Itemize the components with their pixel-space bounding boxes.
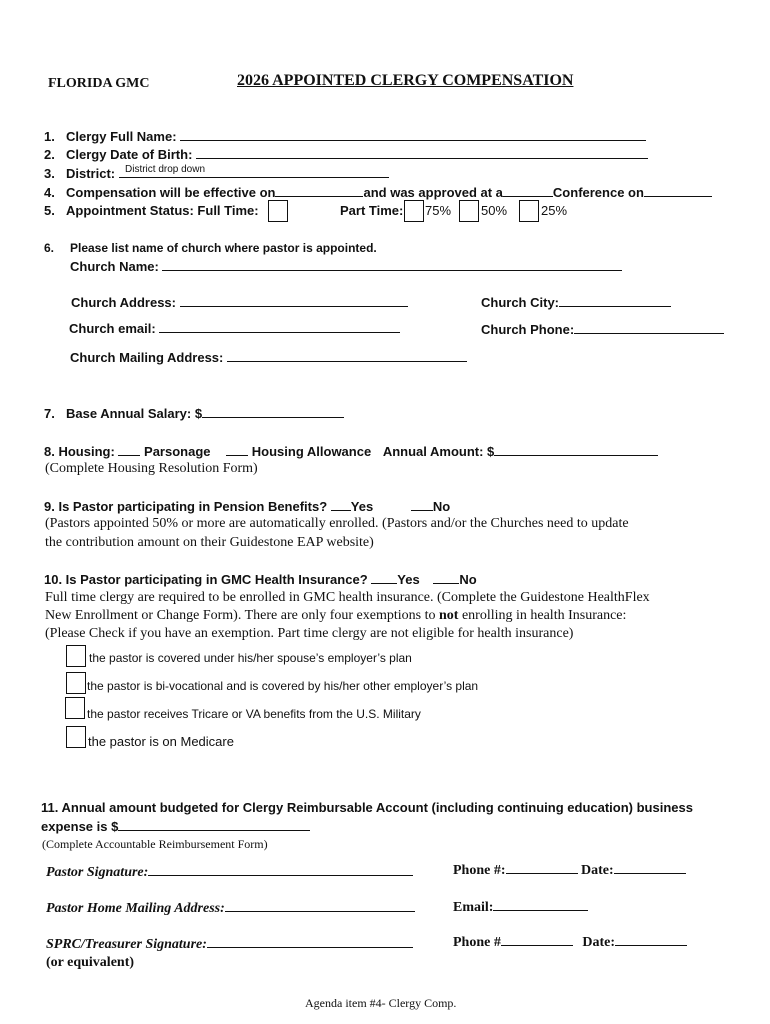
part-time-75-checkbox[interactable]	[404, 200, 424, 222]
effective-date-field[interactable]	[275, 184, 363, 197]
appointment-status-row: 5. Appointment Status: Full Time:	[44, 203, 259, 218]
exemption-spouse-checkbox[interactable]	[66, 645, 86, 667]
pension-note-1: (Pastors appointed 50% or more are automatically enrolled. (Pastors and/or the Churches need to update	[45, 516, 629, 531]
district-label: District:	[66, 166, 116, 181]
exemption-spouse-label: the pastor is covered under his/her spouse’s employer’s plan	[89, 651, 412, 665]
part-time-50-checkbox[interactable]	[459, 200, 479, 222]
pension-yes-blank[interactable]	[331, 498, 351, 511]
health-yes-blank[interactable]	[371, 571, 397, 584]
clergy-name-field[interactable]	[180, 128, 646, 141]
part-time-75-label: 75%	[425, 203, 452, 218]
exemption-medicare-checkbox[interactable]	[66, 726, 86, 748]
part-time-25-checkbox[interactable]	[519, 200, 539, 222]
church-city-row: Church City:	[481, 294, 671, 310]
housing-note: (Complete Housing Resolution Form)	[45, 461, 258, 476]
sprc-date-field[interactable]	[615, 933, 687, 946]
health-insurance-row: 10. Is Pastor participating in GMC Health Insurance? Yes No	[44, 572, 477, 587]
reimbursable-note: (Complete Accountable Reimbursement Form)	[42, 837, 268, 851]
base-salary-field[interactable]	[202, 405, 344, 418]
sprc-phone-date-row: Phone # Date:	[453, 933, 687, 951]
part-time-label: Part Time:	[340, 203, 404, 218]
home-address-row: Pastor Home Mailing Address:	[46, 899, 415, 917]
church-mailing-field[interactable]	[227, 349, 467, 362]
clergy-dob-row: 2. Clergy Date of Birth:	[44, 146, 648, 162]
pastor-signature-field[interactable]	[148, 863, 413, 876]
health-note-1: Full time clergy are required to be enrolled in GMC health insurance. (Complete the Guidestone HealthFlex	[45, 590, 650, 605]
conference-date-field[interactable]	[644, 184, 712, 197]
district-placeholder: District drop down	[125, 164, 206, 175]
church-address-field[interactable]	[180, 294, 408, 307]
health-no-blank[interactable]	[433, 571, 459, 584]
clergy-name-label: Clergy Full Name:	[66, 129, 177, 144]
church-name-field[interactable]	[162, 258, 622, 271]
pension-note-2: the contribution amount on their Guidestone EAP website)	[45, 535, 374, 550]
pastor-date-field[interactable]	[614, 861, 686, 874]
exemption-military-label: the pastor receives Tricare or VA benefits from the U.S. Military	[87, 707, 421, 721]
district-row: 3. District:	[44, 165, 389, 181]
base-salary-row: 7. Base Annual Salary: $	[44, 405, 344, 421]
exemption-medicare-label: the pastor is on Medicare	[88, 734, 234, 749]
part-time-50-label: 50%	[481, 203, 508, 218]
part-time-25-label: 25%	[541, 203, 568, 218]
exemption-military-checkbox[interactable]	[65, 697, 85, 719]
clergy-dob-label: Clergy Date of Birth:	[66, 147, 193, 162]
exemption-bivocational-checkbox[interactable]	[66, 672, 86, 694]
sprc-phone-field[interactable]	[501, 933, 573, 946]
reimbursable-amount-field[interactable]	[118, 818, 310, 831]
compensation-effective-row: 4. Compensation will be effective on and was approved at a Conference on	[44, 184, 712, 200]
footer-agenda: Agenda item #4- Clergy Comp.	[305, 996, 457, 1010]
parsonage-blank[interactable]	[118, 443, 140, 456]
church-phone-field[interactable]	[574, 321, 724, 334]
full-time-checkbox[interactable]	[268, 200, 288, 222]
clergy-dob-field[interactable]	[196, 146, 648, 159]
housing-allowance-blank[interactable]	[226, 443, 248, 456]
church-phone-row: Church Phone:	[481, 321, 724, 337]
housing-row: 8. Housing: Parsonage Housing Allowance Annual Amount: $	[44, 443, 658, 459]
health-note-2: New Enrollment or Change Form). There are only four exemptions to not enrolling in health Insurance:	[45, 608, 627, 623]
pension-row: 9. Is Pastor participating in Pension Benefits? Yes No	[44, 499, 451, 514]
home-address-field[interactable]	[225, 899, 415, 912]
church-instruction: 6. Please list name of church where pastor is appointed.	[44, 241, 377, 255]
church-city-field[interactable]	[559, 294, 671, 307]
reimbursable-row: expense is $	[41, 818, 310, 834]
sprc-signature-field[interactable]	[207, 935, 413, 948]
church-email-row: Church email:	[69, 320, 400, 336]
email-field[interactable]	[493, 898, 588, 911]
reimbursable-line-1: 11. Annual amount budgeted for Clergy Reimbursable Account (including continuing education) business	[41, 800, 693, 815]
email-row: Email:	[453, 898, 588, 916]
exemption-bivocational-label: the pastor is bi-vocational and is covered by his/her other employer’s plan	[87, 679, 479, 693]
org-name: FLORIDA GMC	[48, 76, 150, 91]
pension-no-blank[interactable]	[411, 498, 433, 511]
conference-type-field[interactable]	[503, 184, 553, 197]
page-title: 2026 APPOINTED CLERGY COMPENSATION	[237, 72, 574, 89]
health-note-3: (Please Check if you have an exemption. Part time clergy are not eligible for health insurance)	[45, 626, 574, 641]
pastor-signature-row: Pastor Signature:	[46, 863, 413, 881]
housing-amount-field[interactable]	[494, 443, 658, 456]
church-address-row: Church Address:	[71, 294, 408, 310]
church-mailing-row: Church Mailing Address:	[70, 349, 467, 365]
clergy-name-row: 1. Clergy Full Name:	[44, 128, 646, 144]
pastor-phone-field[interactable]	[506, 861, 578, 874]
or-equivalent: (or equivalent)	[46, 955, 135, 970]
church-name-row: Church Name:	[70, 258, 622, 274]
church-email-field[interactable]	[159, 320, 400, 333]
sprc-signature-row: SPRC/Treasurer Signature:	[46, 935, 413, 953]
pastor-phone-date-row: Phone #: Date:	[453, 861, 686, 879]
